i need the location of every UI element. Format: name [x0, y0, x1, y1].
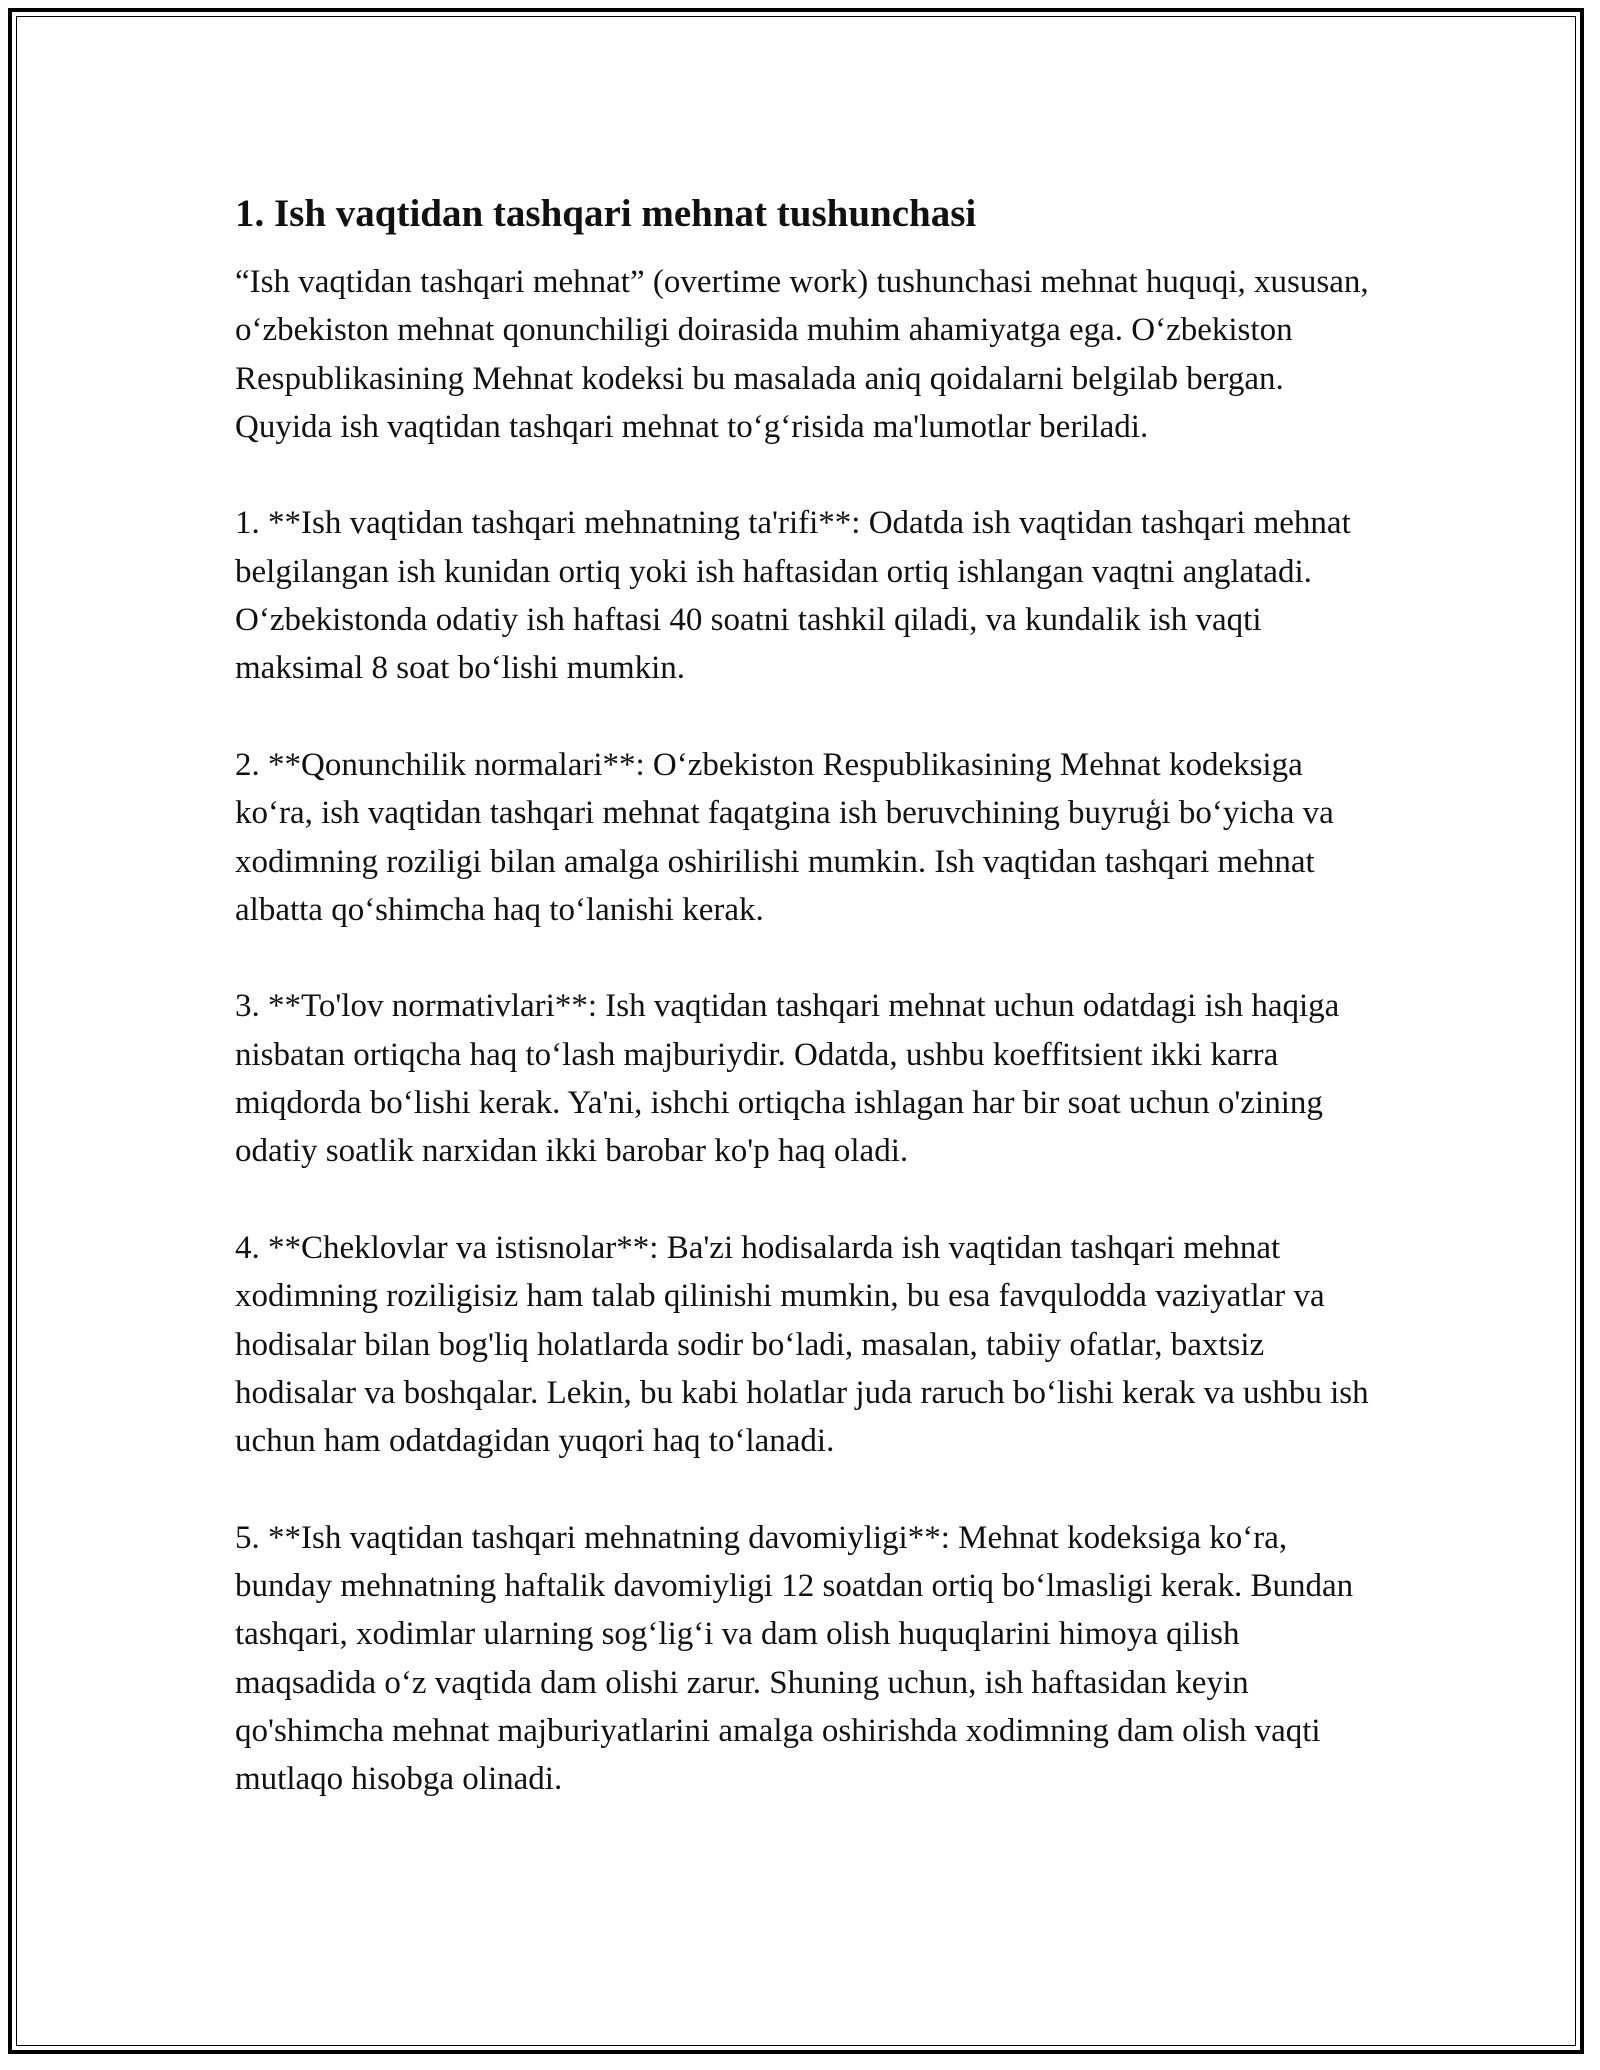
point-4-limits-exceptions: 4. **Cheklovlar va istisnolar**: Ba'zi hodisalarda ish vaqtidan tashqari mehnat xodimning roziligisiz ham talab qilinishi mumkin, bu esa favqulodda vaziyatlar va hodisalar bilan bog'liq holatlarda sodir boʻladi, masalan, tabiiy ofatlar, baxtsiz hodisalar va boshqalar. Lekin, bu kabi holatlar juda raruch boʻlishi kerak va ushbu ish uchun ham odatdagidan yuqori haq toʻlanadi.: [235, 1229, 1369, 1460]
point-5-duration: 5. **Ish vaqtidan tashqari mehnatning davomiyligi**: Mehnat kodeksiga koʻra, bunday mehnatning haftalik davomiyligi 12 soatdan ortiq boʻlmasligi kerak. Bundan tashqari, xodimlar ularning sogʻligʻi va dam olish huquqlarini himoya qilish maqsadida oʻz vaqtida dam olishi zarur. Shuning uchun, ish haftasidan keyin qo'shimcha mehnat majburiyatlarini amalga oshirishda xodimning dam olish vaqti mutlaqo hisobga olinadi.: [235, 1519, 1354, 1798]
section-heading: 1. Ish vaqtidan tashqari mehnat tushunchasi: [235, 192, 977, 235]
point-2-legal-norms: 2. **Qonunchilik normalari**: Oʻzbekiston Respublikasining Mehnat kodeksiga koʻra, ish vaqtidan tashqari mehnat faqatgina ish beruvchining buyruģi boʻyicha va xodimning roziligi bilan amalga oshirilishi mumkin. Ish vaqtidan tashqari mehnat albatta qoʻshimcha haq toʻlanishi kerak.: [235, 746, 1334, 928]
intro-paragraph: “Ish vaqtidan tashqari mehnat” (overtime work) tushunchasi mehnat huquqi, xususan, oʻzbekiston mehnat qonunchiligi doirasida muhim ahamiyatga ega. Oʻzbekiston Respublikasining Mehnat kodeksi bu masalada aniq qoidalarni belgilab bergan. Quyida ish vaqtidan tashqari mehnat toʻgʻrisida ma'lumotlar beriladi.: [235, 264, 1369, 445]
point-1-definition: 1. **Ish vaqtidan tashqari mehnatning ta'rifi**: Odatda ish vaqtidan tashqari mehnat belgilangan ish kunidan ortiq yoki ish haftasidan ortiq ishlangan vaqtni anglatadi. Oʻzbekistonda odatiy ish haftasi 40 soatni tashkil qiladi, va kundalik ish vaqti maksimal 8 soat boʻlishi mumkin.: [235, 505, 1351, 687]
document-body: [235, 188, 1385, 1852]
point-3-payment-norms: 3. **To'lov normativlari**: Ish vaqtidan tashqari mehnat uchun odatdagi ish haqiga nisbatan ortiqcha haq toʻlash majburiydir. Odatda, ushbu koeffitsient ikki karra miqdorda boʻlishi kerak. Ya'ni, ishchi ortiqcha ishlagan har bir soat uchun o'zining odatiy soatlik narxidan ikki barobar ko'p haq oladi.: [235, 988, 1340, 1170]
